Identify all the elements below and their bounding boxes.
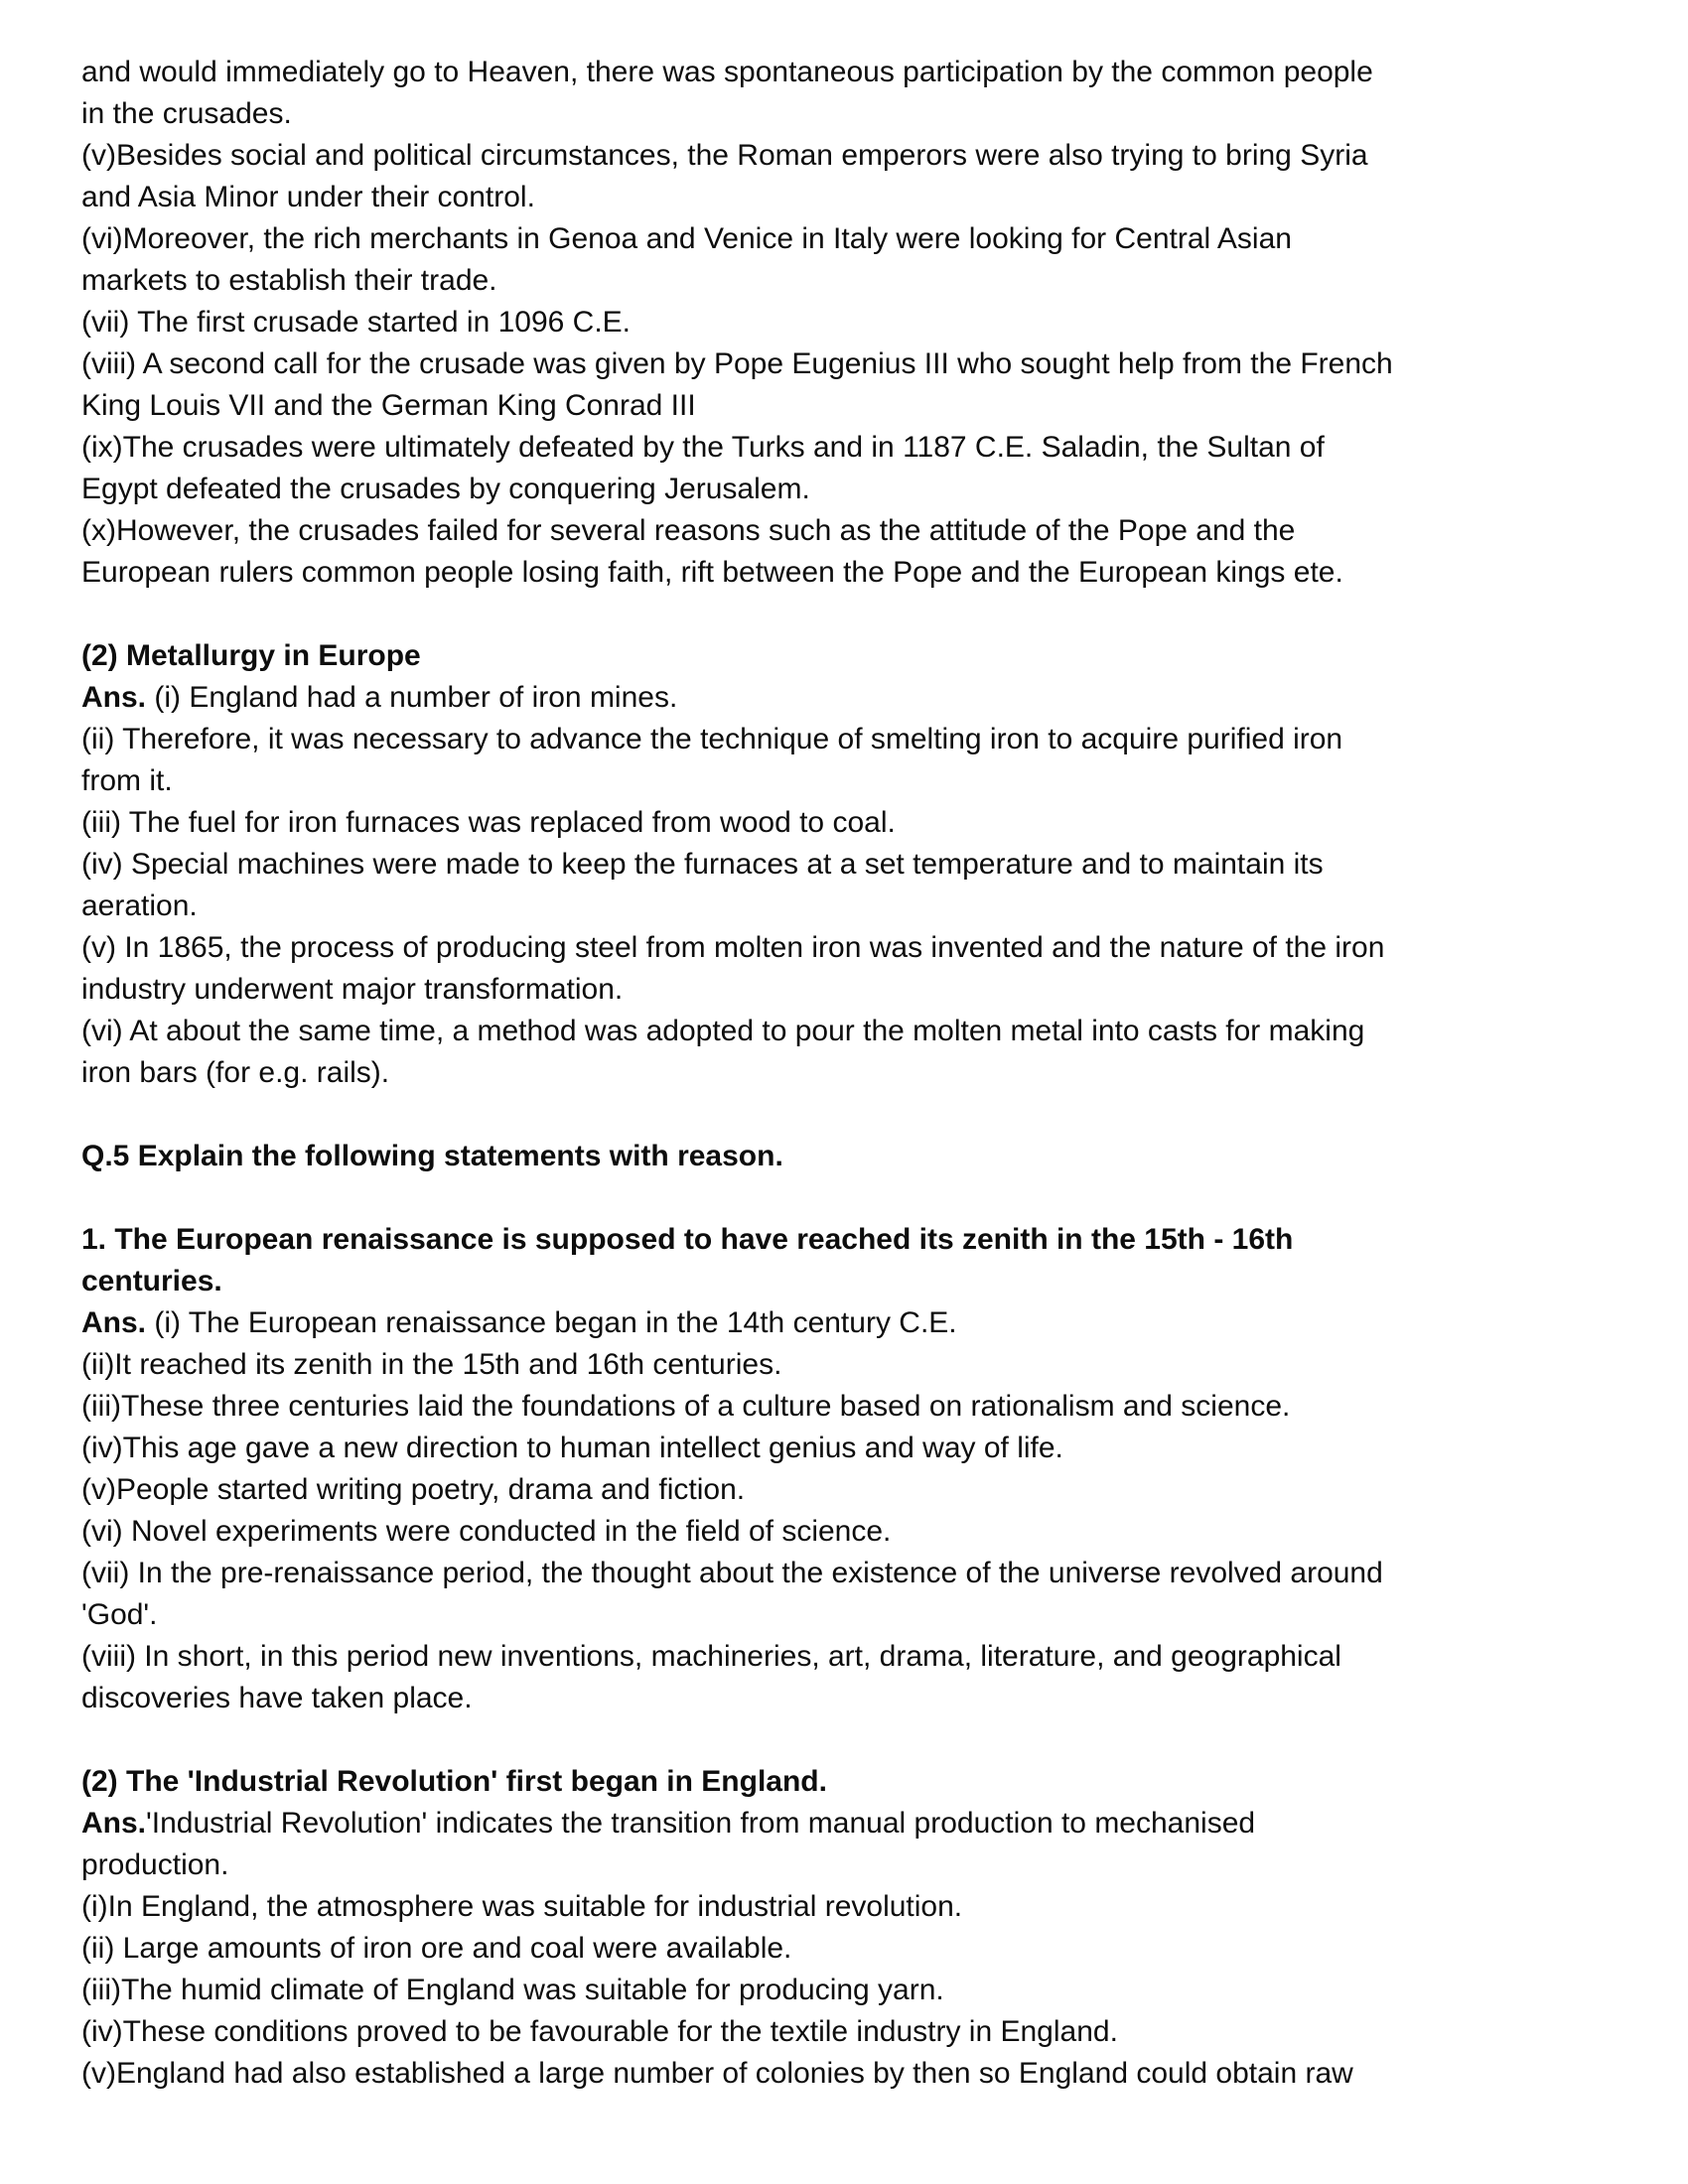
document-paragraph: (x)However, the crusades failed for several reasons such as the attitude of the Pope and the European rulers common people losing faith, rift between the Pope and the European kings ete. xyxy=(81,514,1343,589)
document-paragraph: (iii)The humid climate of England was suitable for producing yarn. xyxy=(81,1974,944,2006)
document-paragraph: (v) In 1865, the process of producing steel from molten iron was invented and the nature of the iron industry underwent major transformation. xyxy=(81,931,1385,1006)
document-paragraph: (vii) In the pre-renaissance period, the thought about the existence of the universe revolved around 'God'. xyxy=(81,1557,1383,1631)
document-paragraph: (iv)These conditions proved to be favourable for the textile industry in England. xyxy=(81,2015,1118,2048)
answer-label: Ans. xyxy=(81,1306,147,1339)
document-paragraph: Ans. (i) The European renaissance began in the 14th century C.E. xyxy=(81,1306,957,1339)
document-paragraph: (v)Besides social and political circumstances, the Roman emperors were also trying to bring Syria and Asia Minor under their control. xyxy=(81,139,1368,213)
document-paragraph: (iv) Special machines were made to keep the furnaces at a set temperature and to maintain its aeration. xyxy=(81,848,1324,922)
section-heading: (2) The 'Industrial Revolution' first began in England. xyxy=(81,1765,827,1798)
document-paragraph: and would immediately go to Heaven, there was spontaneous participation by the common people in the crusades. xyxy=(81,56,1373,130)
answer-label: Ans. xyxy=(81,681,147,714)
document-paragraph: (viii) In short, in this period new inventions, machineries, art, drama, literature, and geographical discoveries have taken place. xyxy=(81,1640,1341,1714)
document-paragraph: (iii)These three centuries laid the foundations of a culture based on rationalism and science. xyxy=(81,1390,1291,1423)
document-paragraph: (v)England had also established a large number of colonies by then so England could obtain raw xyxy=(81,2057,1353,2090)
document-paragraph: (iv)This age gave a new direction to human intellect genius and way of life. xyxy=(81,1432,1063,1464)
document-text-blocks xyxy=(81,52,1618,2095)
document-paragraph: (vi) At about the same time, a method was adopted to pour the molten metal into casts for making iron bars (for e.g. rails). xyxy=(81,1015,1365,1089)
document-paragraph: (ii)It reached its zenith in the 15th and 16th centuries. xyxy=(81,1348,782,1381)
document-paragraph: (vi)Moreover, the rich merchants in Genoa and Venice in Italy were looking for Central Asian markets to establish their trade. xyxy=(81,222,1292,297)
document-paragraph: Ans.'Industrial Revolution' indicates the transition from manual production to mechanised production. xyxy=(81,1807,1256,1881)
document-paragraph: (ii) Therefore, it was necessary to advance the technique of smelting iron to acquire purified iron from it. xyxy=(81,723,1343,797)
section-heading: 1. The European renaissance is supposed to have reached its zenith in the 15th - 16th centuries. xyxy=(81,1223,1294,1297)
section-heading: (2) Metallurgy in Europe xyxy=(81,639,421,672)
document-paragraph: (v)People started writing poetry, drama and fiction. xyxy=(81,1473,746,1506)
document-paragraph: (vii) The first crusade started in 1096 C.E. xyxy=(81,306,632,339)
document-paragraph: (i)In England, the atmosphere was suitable for industrial revolution. xyxy=(81,1890,963,1923)
section-heading: Q.5 Explain the following statements with reason. xyxy=(81,1140,783,1172)
document-paragraph: (ix)The crusades were ultimately defeated by the Turks and in 1187 C.E. Saladin, the Sultan of Egypt defeated the crusades by conquering Jerusalem. xyxy=(81,431,1325,505)
document-paragraph: Ans. (i) England had a number of iron mines. xyxy=(81,681,678,714)
document-paragraph: (iii) The fuel for iron furnaces was replaced from wood to coal. xyxy=(81,806,896,839)
document-paragraph: (viii) A second call for the crusade was given by Pope Eugenius III who sought help from the French King Louis VII and the German King Conrad III xyxy=(81,347,1393,422)
document-paragraph: (vi) Novel experiments were conducted in the field of science. xyxy=(81,1515,892,1548)
document-paragraph: (ii) Large amounts of iron ore and coal were available. xyxy=(81,1932,792,1965)
answer-label: Ans. xyxy=(81,1807,147,1840)
